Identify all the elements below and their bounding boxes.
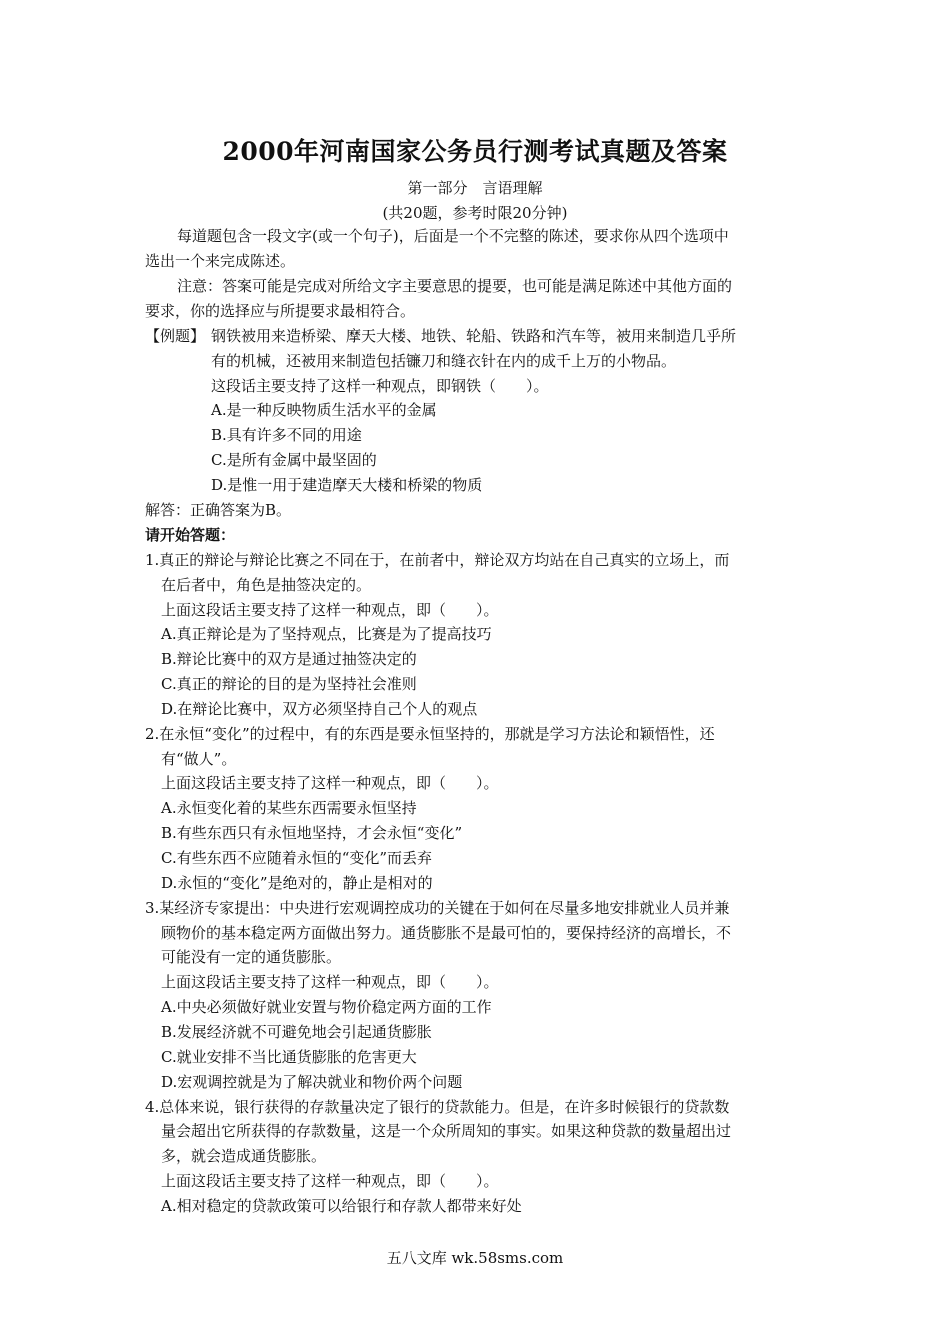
question-option: D.在辩论比赛中，双方必须坚持自己个人的观点	[161, 700, 478, 718]
question-text: 有“做人”。	[161, 750, 237, 768]
example-answer: 解答：正确答案为B。	[145, 501, 292, 519]
example-text: 有的机械，还被用来制造包括镰刀和缝衣针在内的成千上万的小物品。	[211, 352, 677, 370]
question-text: 3.某经济专家提出：中央进行宏观调控成功的关键在于如何在尽量多地安排就业人员并兼	[145, 899, 730, 917]
example-option: A.是一种反映物质生活水平的金属	[211, 401, 437, 419]
question-option: A.相对稳定的贷款政策可以给银行和存款人都带来好处	[161, 1197, 522, 1215]
section-heading: 第一部分 言语理解	[407, 179, 543, 197]
intro-line: 要求，你的选择应与所提要求最相符合。	[145, 302, 416, 320]
question-text: 4.总体来说，银行获得的存款量决定了银行的贷款能力。但是，在许多时候银行的贷款数	[145, 1098, 730, 1116]
question-option: C.真正的辩论的目的是为坚持社会准则	[161, 675, 417, 693]
example-label: 【例题】	[145, 327, 206, 345]
question-text: 顾物价的基本稳定两方面做出努力。通货膨胀不是最可怕的，要保持经济的高增长，不	[161, 924, 732, 942]
question-stem: 上面这段话主要支持了这样一种观点，即（ ）。	[161, 774, 499, 792]
question-stem: 上面这段话主要支持了这样一种观点，即（ ）。	[161, 1172, 499, 1190]
example-option: D.是惟一用于建造摩天大楼和桥梁的物质	[211, 476, 483, 494]
question-text: 1.真正的辩论与辩论比赛之不同在于，在前者中，辩论双方均站在自己真实的立场上，而	[145, 551, 730, 569]
question-option: B.发展经济就不可避免地会引起通货膨胀	[161, 1023, 432, 1041]
question-text: 量会超出它所获得的存款数量，这是一个众所周知的事实。如果这种贷款的数量超出过	[161, 1122, 732, 1140]
question-option: A.真正辩论是为了坚持观点，比赛是为了提高技巧	[161, 625, 492, 643]
start-label: 请开始答题：	[145, 526, 236, 544]
example-option: B.具有许多不同的用途	[211, 426, 362, 444]
question-text: 可能没有一定的通货膨胀。	[161, 948, 342, 966]
question-stem: 上面这段话主要支持了这样一种观点，即（ ）。	[161, 973, 499, 991]
question-option: A.中央必须做好就业安置与物价稳定两方面的工作	[161, 998, 492, 1016]
section-note: (共20题，参考时限20分钟)	[382, 204, 568, 222]
question-option: D.永恒的“变化”是绝对的，静止是相对的	[161, 874, 433, 892]
question-option: A.永恒变化着的某些东西需要永恒坚持	[161, 799, 417, 817]
intro-line: 每道题包含一段文字(或一个句子)，后面是一个不完整的陈述，要求你从四个选项中	[177, 227, 729, 245]
question-option: D.宏观调控就是为了解决就业和物价两个问题	[161, 1073, 463, 1091]
intro-line: 注意：答案可能是完成对所给文字主要意思的提要，也可能是满足陈述中其他方面的	[177, 277, 733, 295]
intro-line: 选出一个来完成陈述。	[145, 252, 296, 270]
question-text: 2.在永恒“变化”的过程中，有的东西是要永恒坚持的，那就是学习方法论和颖悟性，还	[145, 725, 715, 743]
example-option: C.是所有金属中最坚固的	[211, 451, 377, 469]
question-stem: 上面这段话主要支持了这样一种观点，即（ ）。	[161, 601, 499, 619]
question-option: B.有些东西只有永恒地坚持，才会永恒“变化”	[161, 824, 463, 842]
question-option: C.就业安排不当比通货膨胀的危害更大	[161, 1048, 417, 1066]
example-text: 钢铁被用来造桥梁、摩天大楼、地铁、轮船、铁路和汽车等，被用来制造几乎所	[211, 327, 737, 345]
page-title: 2000年河南国家公务员行测考试真题及答案	[222, 137, 728, 166]
question-option: C.有些东西不应随着永恒的“变化”而丢弃	[161, 849, 433, 867]
example-stem: 这段话主要支持了这样一种观点，即钢铁（ ）。	[211, 377, 549, 395]
question-option: B.辩论比赛中的双方是通过抽签决定的	[161, 650, 417, 668]
question-text: 在后者中，角色是抽签决定的。	[161, 576, 372, 594]
question-text: 多，就会造成通货膨胀。	[161, 1147, 327, 1165]
page-footer: 五八文库 wk.58sms.com	[386, 1249, 564, 1267]
